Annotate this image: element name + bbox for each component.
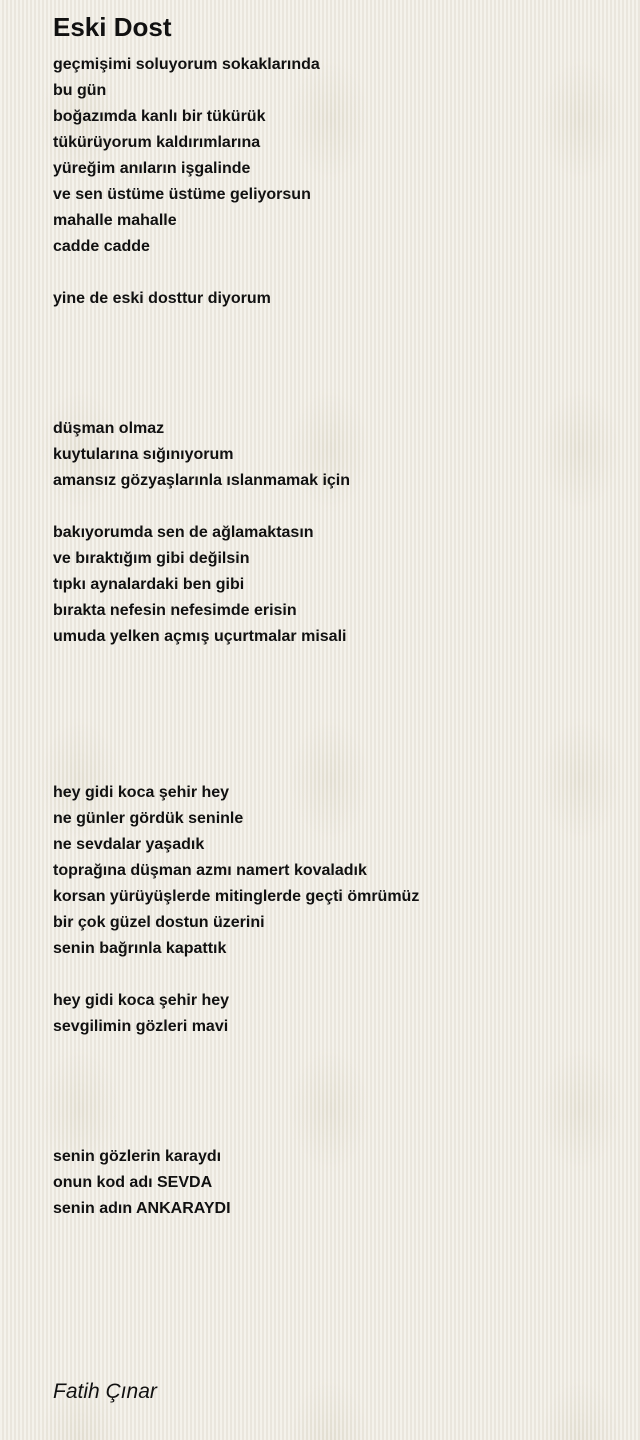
poem-blank-line	[53, 676, 613, 702]
poem-line: hey gidi koca şehir hey	[53, 992, 230, 1009]
poem-line: toprağına düşman azmı namert kovaladık	[53, 862, 367, 879]
poem-blank-line	[53, 728, 613, 754]
poem-line: sevgilimin gözleri mavi	[53, 1018, 229, 1035]
poem-line: bu gün	[53, 82, 107, 99]
poem-line: senin gözlerin karaydı	[53, 1148, 222, 1165]
poem-title: Eski Dost	[53, 12, 172, 42]
poem-line: tükürüyorum kaldırımlarına	[53, 134, 261, 151]
poem-line: düşman olmaz	[53, 420, 165, 437]
poem-blank-line	[53, 494, 613, 520]
poem-line: geçmişimi soluyorum sokaklarında	[53, 56, 320, 73]
poem-line: tıpkı aynalardaki ben gibi	[53, 576, 245, 593]
poem-blank-line	[53, 1066, 613, 1092]
poem-line: yine de eski dosttur diyorum	[53, 290, 271, 307]
poem-body	[53, 52, 613, 1222]
poem-line: bir çok güzel dostun üzerini	[53, 914, 265, 931]
poem-line: hey gidi koca şehir hey	[53, 784, 230, 801]
poem-blank-line	[53, 962, 613, 988]
poem-blank-line	[53, 260, 613, 286]
poem-line: cadde cadde	[53, 238, 150, 255]
poem-line: ne sevdalar yaşadık	[53, 836, 205, 853]
poem-blank-line	[53, 312, 613, 338]
poem-line: kuytularına sığınıyorum	[53, 446, 234, 463]
poem-line: amansız gözyaşlarınla ıslanmamak için	[53, 472, 351, 489]
poem-blank-line	[53, 390, 613, 416]
poem-line: senin adın ANKARAYDI	[53, 1200, 231, 1217]
poem-blank-line	[53, 650, 613, 676]
poem-line: bırakta nefesin nefesimde erisin	[53, 602, 297, 619]
poem-line: senin bağrınla kapattık	[53, 940, 227, 957]
poem-line: ve sen üstüme üstüme geliyorsun	[53, 186, 311, 203]
poem-line: yüreğim anıların işgalinde	[53, 160, 251, 177]
poem-line: onun kod adı SEVDA	[53, 1174, 213, 1191]
poem-blank-line	[53, 1092, 613, 1118]
poem-author: Fatih Çınar	[53, 1380, 157, 1403]
poem-blank-line	[53, 702, 613, 728]
poem-line: boğazımda kanlı bir tükürük	[53, 108, 266, 125]
poem-line: bakıyorumda sen de ağlamaktasın	[53, 524, 314, 541]
poem-blank-line	[53, 1040, 613, 1066]
poem-line: korsan yürüyüşlerde mitinglerde geçti ömrümüz	[53, 888, 420, 905]
poem-blank-line	[53, 754, 613, 780]
poem-blank-line	[53, 1118, 613, 1144]
poem-line: umuda yelken açmış uçurtmalar misali	[53, 628, 347, 645]
poem-blank-line	[53, 338, 613, 364]
poem-line: ve bıraktığım gibi değilsin	[53, 550, 250, 567]
poem-line: ne günler gördük seninle	[53, 810, 244, 827]
poem-blank-line	[53, 364, 613, 390]
poem-line: mahalle mahalle	[53, 212, 177, 229]
